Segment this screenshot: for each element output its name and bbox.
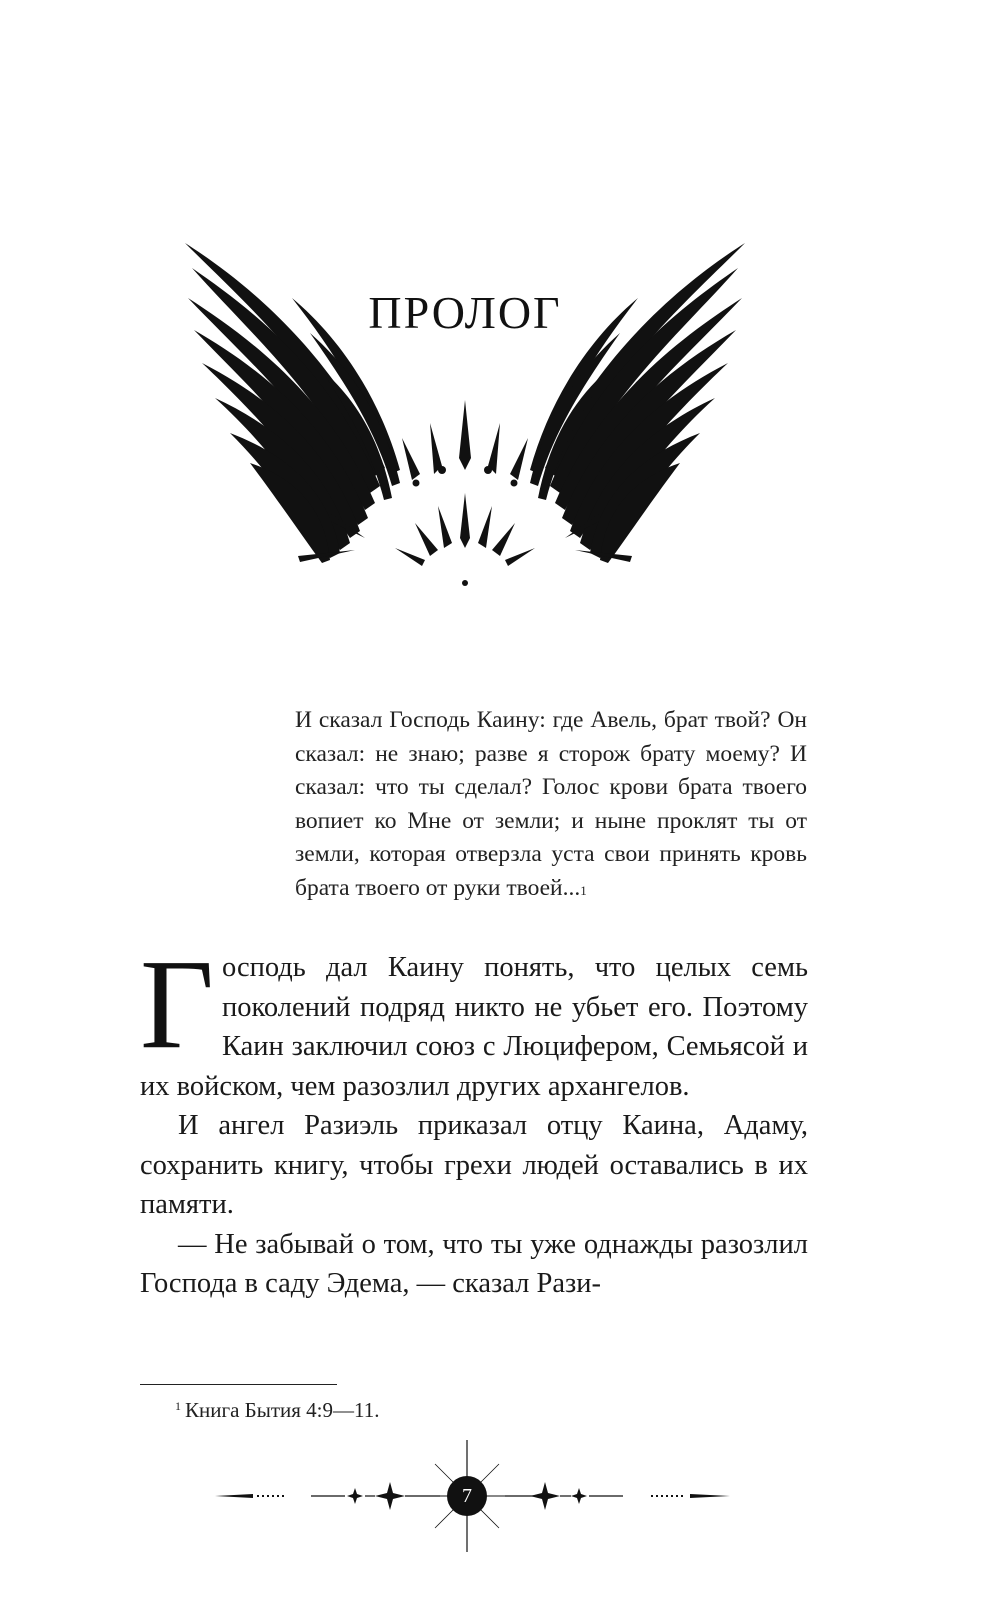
paragraph-2: И ангел Разиэль приказал отцу Каина, Адаму, сохранить книгу, чтобы грехи людей оставались в их памяти.	[140, 1110, 808, 1220]
footnote-ref: 1	[580, 882, 587, 898]
paragraph-3: — Не забывай о том, что ты уже однажды разозлил Господа в саду Эдема, — сказал Рази-	[140, 1228, 808, 1299]
epigraph-text: И сказал Господь Каину: где Авель, брат твой? Он сказал: не знаю; разве я сторож брату моему? И сказал: что ты сделал? Голос крови брата твоего вопиет ко Мне от земли; и ныне проклят ты от земли, которая отверзла уста свои принять кровь брата твоего от руки твоей...	[295, 707, 807, 901]
page-number: 7	[447, 1476, 487, 1516]
epigraph	[295, 704, 807, 905]
footnote-text: Книга Бытия 4:9—11.	[185, 1398, 380, 1422]
footnote-divider	[140, 1384, 337, 1385]
chapter-title: ПРОЛОГ	[368, 287, 562, 338]
footnote	[175, 1398, 379, 1423]
footnote-number: 1	[175, 1399, 181, 1413]
body-text	[140, 933, 808, 1304]
paragraph-1: осподь дал Каину понять, что целых семь поколений подряд никто не убьет его. Поэтому Каин заключил союз с Люцифером, Семьясой и их войском, чем разозлил других архангелов.	[140, 952, 808, 1102]
drop-cap: Г	[140, 933, 214, 1075]
